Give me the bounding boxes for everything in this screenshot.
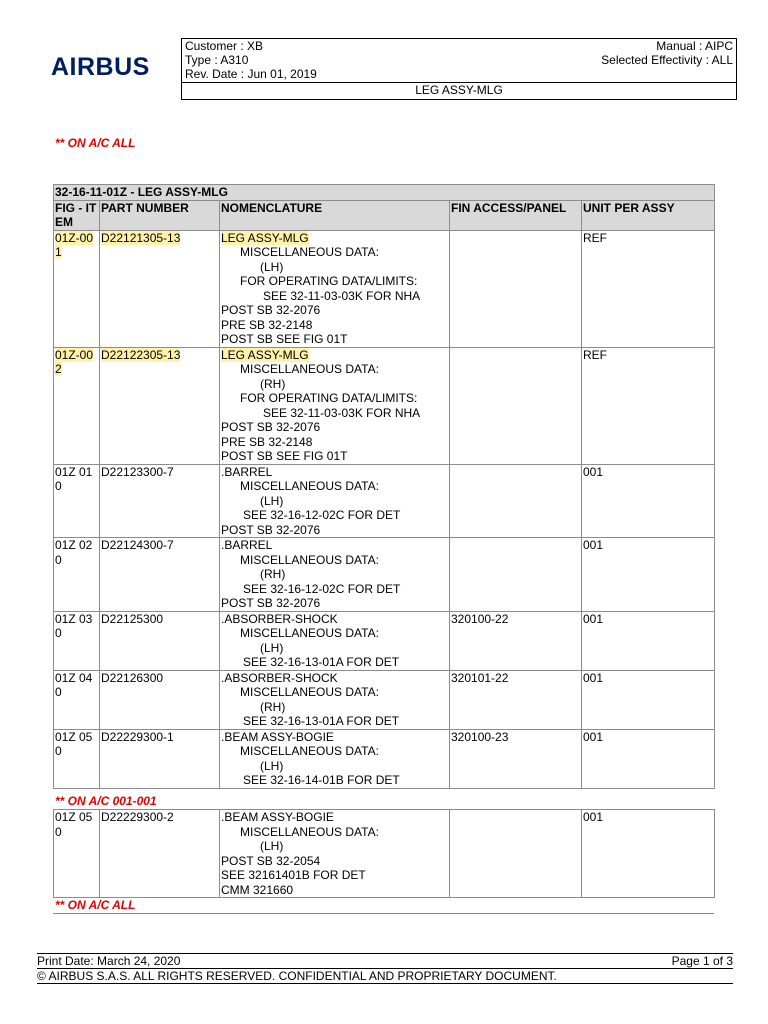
col-unit-per-assy: UNIT PER ASSY [582, 200, 715, 230]
nomenclature-line: PRE SB 32-2148 [221, 317, 313, 332]
part-number-cell [100, 347, 220, 464]
nomenclature-line: SEE 32-11-03-03K FOR NHA [263, 288, 421, 303]
manual-label: Manual : AIPC [656, 39, 733, 53]
part-number-cell [100, 230, 220, 347]
col-nomenclature: NOMENCLATURE [220, 200, 450, 230]
fig-item-value: 01Z 050 [55, 729, 93, 758]
airbus-logo: AIRBUS [51, 53, 150, 81]
nomenclature-title: .BARREL [221, 538, 273, 552]
fig-item-cell [54, 464, 100, 538]
fig-item-cell [54, 611, 100, 670]
fin-access-cell [450, 230, 582, 347]
nomenclature-line: MISCELLANEOUS DATA: [240, 744, 379, 758]
fig-item-value: 01Z 050 [55, 810, 93, 839]
table-header-row [54, 200, 715, 230]
nomenclature-title: .BEAM ASSY-BOGIE [221, 729, 334, 744]
divider [53, 913, 714, 914]
nomenclature-line: (RH) [260, 699, 286, 714]
document-title: LEG ASSY-MLG [415, 83, 503, 97]
nomenclature-line: SEE 32-16-14-01B FOR DET [243, 773, 400, 787]
applicability-all-top: ** ON A/C ALL [55, 136, 136, 150]
nomenclature-line: CMM 321660 [221, 882, 294, 897]
nomenclature-line: POST SB 32-2076 [221, 303, 321, 317]
fig-item-value: 01Z 040 [55, 670, 93, 699]
nomenclature-cell [220, 538, 450, 612]
customer-label: Customer : XB [185, 39, 264, 53]
nomenclature-line: MISCELLANEOUS DATA: [240, 479, 379, 493]
part-number-value: D22122305-13 [101, 347, 181, 362]
print-date: Print Date: March 24, 2020 [37, 954, 181, 968]
nomenclature-line: (RH) [260, 376, 286, 391]
part-number-cell [100, 810, 220, 898]
nomenclature-cell [220, 347, 450, 464]
nomenclature-line: POST SB 32-2054 [221, 853, 321, 868]
nomenclature-title: .BARREL [221, 464, 273, 479]
fig-item-value: 01Z 030 [55, 611, 93, 640]
nomenclature-cell [220, 670, 450, 729]
fig-item-cell [54, 230, 100, 347]
type-label: Type : A310 [185, 53, 249, 67]
nomenclature-line: POST SB SEE FIG 01T [221, 449, 348, 463]
fig-item-value: 01Z-002 [55, 347, 94, 376]
nomenclature-line: MISCELLANEOUS DATA: [240, 626, 379, 640]
unit-per-assy-cell: REF [582, 230, 715, 347]
fig-item-value: 01Z-001 [55, 230, 94, 259]
nomenclature-title: .ABSORBER-SHOCK [221, 611, 338, 626]
document-header [181, 38, 737, 100]
nomenclature-line: SEE 32-16-12-02C FOR DET [243, 508, 401, 522]
nomenclature-cell [220, 230, 450, 347]
effectivity-label: Selected Effectivity : ALL [601, 53, 733, 67]
col-part-number: PART NUMBER [100, 200, 220, 230]
table-row [54, 611, 715, 670]
fin-access-cell: 320100-22 [450, 611, 582, 670]
fig-item-cell [54, 810, 100, 898]
nomenclature-line: SEE 32-11-03-03K FOR NHA [263, 405, 421, 420]
table-row [54, 347, 715, 464]
nomenclature-title: LEG ASSY-MLG [221, 230, 309, 245]
nomenclature-cell [220, 729, 450, 788]
table-row [54, 670, 715, 729]
fig-item-cell [54, 347, 100, 464]
nomenclature-line: (RH) [260, 567, 286, 581]
fin-access-cell [450, 464, 582, 538]
nomenclature-title: .BEAM ASSY-BOGIE [221, 810, 334, 824]
table-caption: 32-16-11-01Z - LEG ASSY-MLG [54, 185, 715, 201]
nomenclature-line: SEE 32161401B FOR DET [221, 868, 366, 882]
nomenclature-line: (LH) [260, 758, 284, 773]
nomenclature-line: POST SB SEE FIG 01T [221, 332, 348, 346]
table-row [54, 230, 715, 347]
fin-access-cell [450, 538, 582, 612]
nomenclature-line: FOR OPERATING DATA/LIMITS: [240, 274, 418, 288]
parts-table-continued [53, 809, 715, 898]
fig-item-value: 01Z 020 [55, 538, 93, 567]
nomenclature-title: LEG ASSY-MLG [221, 347, 309, 362]
nomenclature-line: SEE 32-16-13-01A FOR DET [243, 655, 400, 669]
unit-per-assy-cell: 001 [582, 729, 715, 788]
nomenclature-line: (LH) [260, 839, 284, 853]
nomenclature-line: MISCELLANEOUS DATA: [240, 245, 379, 259]
nomenclature-line: PRE SB 32-2148 [221, 434, 313, 449]
unit-per-assy-cell: 001 [582, 611, 715, 670]
nomenclature-line: MISCELLANEOUS DATA: [240, 362, 379, 376]
nomenclature-line: FOR OPERATING DATA/LIMITS: [240, 391, 418, 405]
col-fin-access: FIN ACCESS/PANEL [450, 200, 582, 230]
part-number-value: D22124300-7 [101, 538, 174, 552]
fin-access-cell [450, 347, 582, 464]
nomenclature-line: (LH) [260, 640, 284, 655]
table-row [54, 464, 715, 538]
parts-table [53, 184, 715, 789]
fig-item-cell [54, 729, 100, 788]
nomenclature-line: POST SB 32-2076 [221, 596, 321, 610]
nomenclature-line: MISCELLANEOUS DATA: [240, 685, 379, 699]
table-row [54, 810, 715, 898]
copyright-notice: © AIRBUS S.A.S. ALL RIGHTS RESERVED. CONFIDENTIAL AND PROPRIETARY DOCUMENT. [37, 969, 557, 983]
part-number-cell [100, 729, 220, 788]
page-footer [37, 953, 733, 984]
table-row [54, 538, 715, 612]
part-number-cell [100, 464, 220, 538]
fig-item-value: 01Z 010 [55, 464, 93, 493]
nomenclature-title: .ABSORBER-SHOCK [221, 670, 338, 685]
applicability-range: ** ON A/C 001-001 [55, 794, 157, 808]
nomenclature-line: POST SB 32-2076 [221, 522, 321, 537]
unit-per-assy-cell: REF [582, 347, 715, 464]
part-number-cell [100, 538, 220, 612]
part-number-value: D22229300-2 [101, 810, 174, 824]
rev-date-label: Rev. Date : Jun 01, 2019 [185, 67, 317, 81]
fin-access-cell: 320101-22 [450, 670, 582, 729]
fin-access-cell: 320100-23 [450, 729, 582, 788]
unit-per-assy-cell: 001 [582, 538, 715, 612]
nomenclature-line: SEE 32-16-13-01A FOR DET [243, 714, 400, 728]
part-number-cell [100, 611, 220, 670]
part-number-value: D22126300 [101, 670, 164, 685]
applicability-all-bottom: ** ON A/C ALL [55, 898, 136, 912]
col-fig-item: FIG - ITEM [54, 200, 100, 230]
nomenclature-cell [220, 810, 450, 898]
unit-per-assy-cell: 001 [582, 810, 715, 898]
nomenclature-line: MISCELLANEOUS DATA: [240, 824, 379, 839]
nomenclature-line: (LH) [260, 259, 284, 274]
nomenclature-cell [220, 464, 450, 538]
fin-access-cell [450, 810, 582, 898]
part-number-value: D22229300-1 [101, 729, 174, 744]
part-number-cell [100, 670, 220, 729]
unit-per-assy-cell: 001 [582, 670, 715, 729]
part-number-value: D22123300-7 [101, 464, 174, 479]
part-number-value: D22121305-13 [101, 230, 181, 245]
nomenclature-line: (LH) [260, 493, 284, 508]
nomenclature-line: POST SB 32-2076 [221, 420, 321, 434]
nomenclature-line: SEE 32-16-12-02C FOR DET [243, 581, 401, 596]
page-number: Page 1 of 3 [671, 954, 733, 968]
part-number-value: D22125300 [101, 611, 164, 626]
fig-item-cell [54, 538, 100, 612]
table-row [54, 729, 715, 788]
unit-per-assy-cell: 001 [582, 464, 715, 538]
nomenclature-line: MISCELLANEOUS DATA: [240, 552, 379, 567]
nomenclature-cell [220, 611, 450, 670]
fig-item-cell [54, 670, 100, 729]
